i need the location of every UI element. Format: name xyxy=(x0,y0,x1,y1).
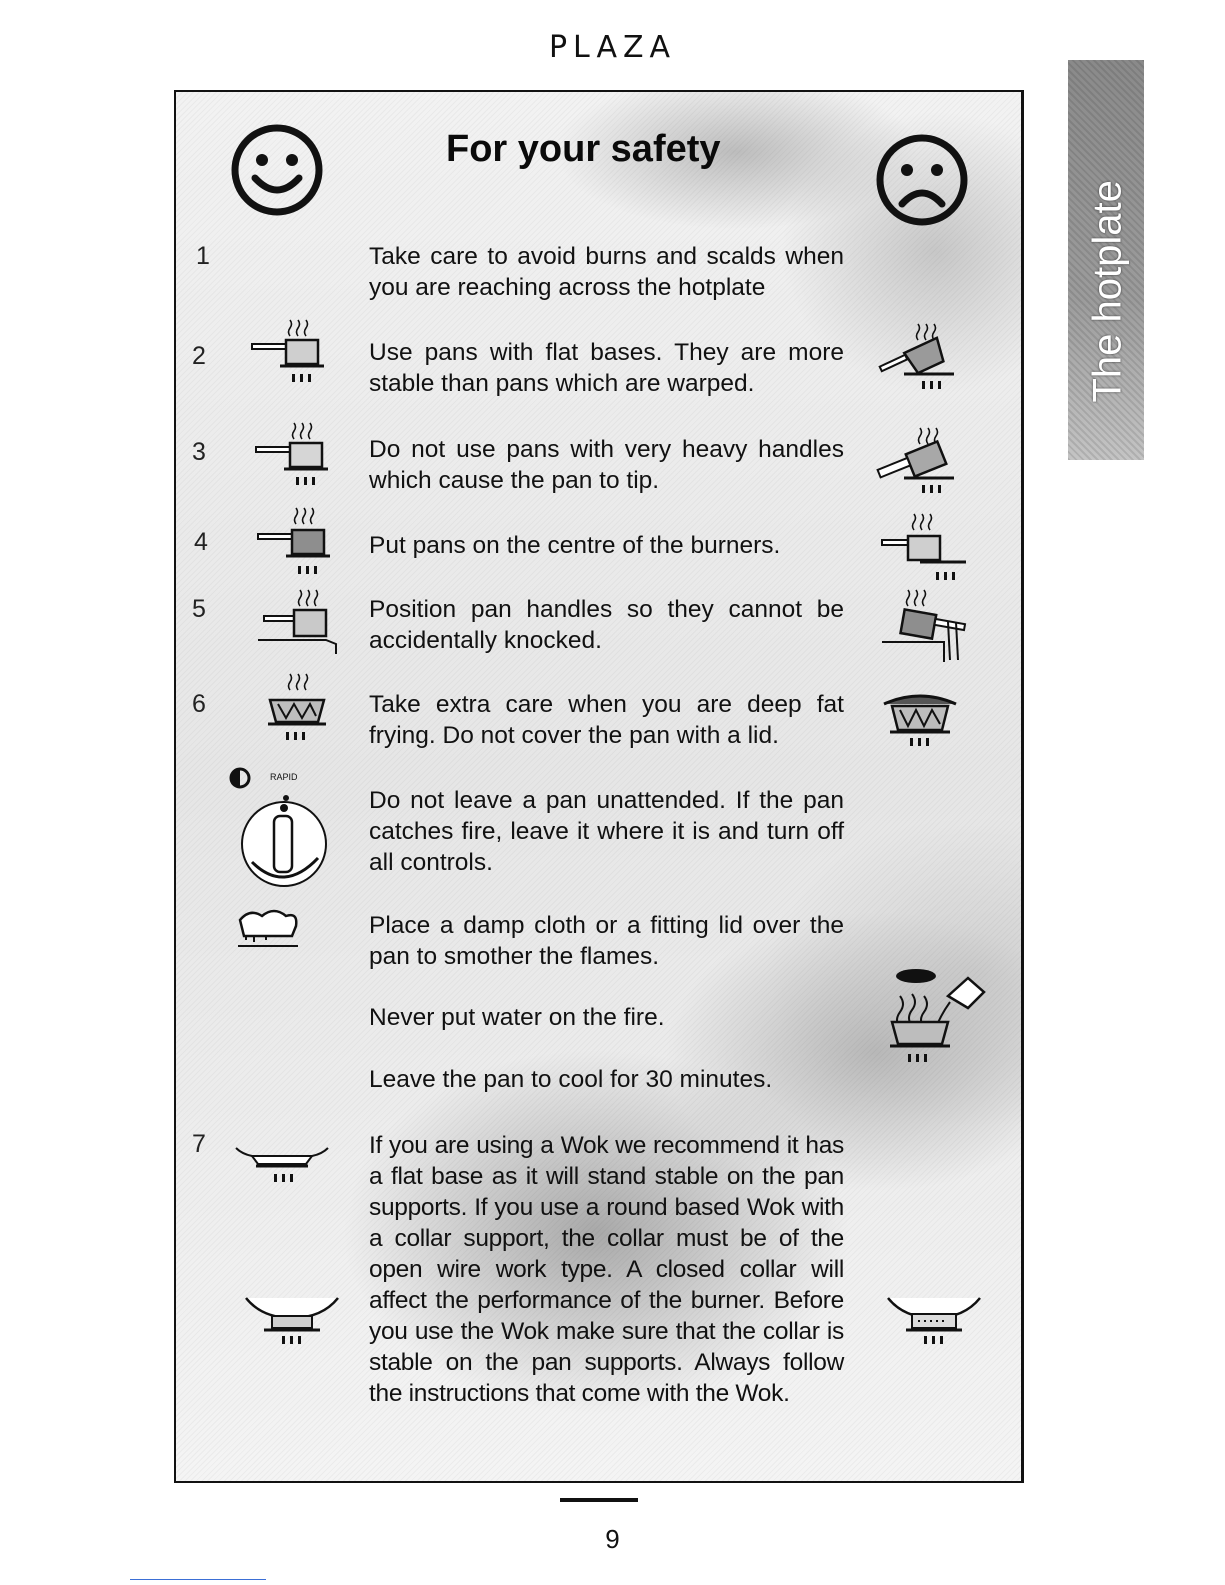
rapid-burner-control-icon xyxy=(226,762,336,892)
rapid-label: RAPID xyxy=(270,772,298,782)
flat-pan-icon xyxy=(250,314,332,386)
pan-with-handle-icon xyxy=(254,417,336,489)
fire-step-text: Never put water on the fire. xyxy=(369,1004,665,1031)
item-text: Take care to avoid burns and scalds when you are reaching across the hotplate xyxy=(369,243,844,301)
item-text: Position pan handles so they cannot be accidentally knocked. xyxy=(369,596,844,654)
page-number-rule xyxy=(560,1498,638,1502)
protruding-handle-pan-icon xyxy=(878,586,974,666)
item-number: 4 xyxy=(194,528,208,556)
flat-wok-icon xyxy=(232,1142,332,1186)
water-on-fire-icon xyxy=(888,966,988,1070)
item-number: 6 xyxy=(192,690,206,718)
fire-step-text: Place a damp cloth or a fitting lid over the pan to smother the flames. xyxy=(369,912,844,970)
item-text: Do not use pans with very heavy handles which cause the pan to tip. xyxy=(369,436,844,494)
safety-title: For your safety xyxy=(446,128,721,170)
item-text: Use pans with flat bases. They are more stable than pans which are warped. xyxy=(369,339,844,397)
tipping-pan-icon xyxy=(874,422,964,498)
item-number: 5 xyxy=(192,595,206,623)
covered-fryer-icon xyxy=(880,690,960,752)
sad-face-icon xyxy=(874,132,970,228)
item-number: 2 xyxy=(192,342,206,370)
item-number: 3 xyxy=(192,438,206,466)
smiley-face-icon xyxy=(229,122,325,218)
fire-step-text: Leave the pan to cool for 30 minutes. xyxy=(369,1066,773,1093)
centred-pan-icon xyxy=(256,504,338,580)
page-header-title: PLAZA xyxy=(548,30,677,65)
wok-text: If you are using a Wok we recommend it has a flat base as it will stand stable on the pan supports. If you use a round based Wok with a collar support, the collar must be of the open wire work type. A closed collar will affect the performance of the burner. Before you use the Wok make sure that the collar is stable on the pan supports. Always follow the instructions that come with the Wok. xyxy=(369,1132,844,1407)
page-number: 9 xyxy=(605,1524,620,1554)
deep-fat-fryer-icon xyxy=(264,670,330,748)
warped-pan-icon xyxy=(874,318,964,394)
item-text: Put pans on the centre of the burners. xyxy=(369,532,781,559)
safety-panel xyxy=(174,90,1024,1483)
bottom-scan-line xyxy=(130,1579,266,1580)
off-centre-pan-icon xyxy=(880,510,972,586)
wok-closed-collar-icon xyxy=(884,1292,984,1348)
item-number: 1 xyxy=(196,242,210,270)
item-text: Take extra care when you are deep fat frying. Do not cover the pan with a lid. xyxy=(369,691,844,749)
fire-step-text: Do not leave a pan unattended. If the pan catches fire, leave it where it is and turn off all controls. xyxy=(369,787,844,876)
wok-with-collar-icon xyxy=(242,1292,342,1348)
side-tab-label: The hotplate xyxy=(1085,180,1130,403)
safe-handle-pan-icon xyxy=(256,586,348,658)
damp-cloth-icon xyxy=(232,906,304,950)
item-number: 7 xyxy=(192,1130,206,1158)
section-side-tab xyxy=(1068,60,1144,460)
